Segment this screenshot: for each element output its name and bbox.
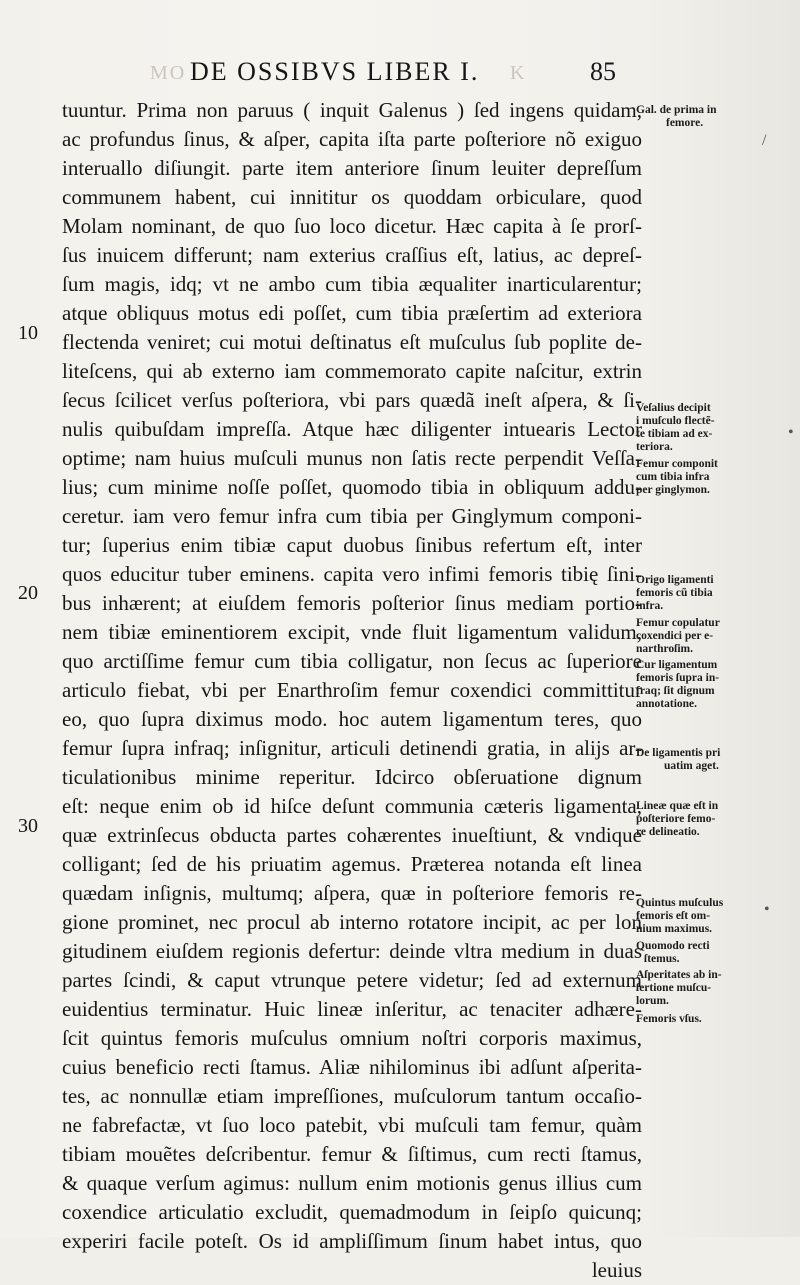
margin-note-line: per ginglymon. bbox=[636, 484, 710, 496]
margin-note-linea bbox=[636, 800, 766, 839]
margin-note-line: uatim aget. bbox=[664, 760, 719, 772]
margin-note-line: Quintus muſculus bbox=[636, 897, 724, 909]
text-line: ſum magis, idq; vt ne ambo cum tibia æqualiter inarticularentur; bbox=[62, 272, 642, 296]
text-line: tes, ac nonnullæ etiam impreſſiones, muſculorum tantum occaſio- bbox=[62, 1084, 642, 1108]
text-line: tibiam mouẽtes deſcribentur. femur & ſiſtimus, cum recti ſtamus, bbox=[62, 1142, 642, 1166]
margin-note-line: Gal. de prima in bbox=[636, 104, 717, 116]
line-number-20: 20 bbox=[18, 582, 38, 604]
margin-note-line: Aſperitates ab in- bbox=[636, 969, 722, 981]
margin-note-line: Veſalius decipit bbox=[636, 402, 711, 414]
text-line: Molam nominant, de quo ſuo loco dicetur. Hæc capita à ſe prorſ- bbox=[62, 214, 642, 238]
running-title: DE OSSIBVS LIBER I. bbox=[190, 57, 480, 86]
margin-note-line: Cur ligamentum bbox=[636, 659, 718, 671]
text-line: coxendice articulatio excludit, quemadmodum in ſeipſo quicunq; bbox=[62, 1200, 642, 1224]
text-line: interuallo diſiungit. parte item anteriore ſinum leuiter depreſſum bbox=[62, 156, 642, 180]
text-line: gitudinem eiuſdem regionis defertur: deinde vltra medium in duas bbox=[62, 939, 642, 963]
margin-note-line: Femur copulatur bbox=[636, 617, 720, 629]
text-line: ſecus ſcilicet verſus poſteriora, vbi pars quædã ineſt aſpera, & ſi- bbox=[62, 388, 642, 412]
text-line: ticulationibus minime reperitur. Idcirco obſeruatione dignum bbox=[62, 765, 642, 789]
text-line: flectenda veniret; cui motui deſtinatus eſt muſculus ſub poplite de- bbox=[62, 330, 642, 354]
text-line: liteſcens, qui ab externo iam commemorato capite naſcitur, extrin bbox=[62, 359, 642, 383]
margin-note-line: nium maximus. bbox=[636, 923, 713, 935]
margin-note-line: re delineatio. bbox=[636, 826, 700, 838]
text-line: nem tibiæ eminentiorem excipit, vnde fluit ligamentum validum, bbox=[62, 620, 642, 644]
text-line: femur ſupra infraq; inſignitur, articuli detinendi gratia, in alijs ar- bbox=[62, 736, 642, 760]
page-number: 85 bbox=[590, 57, 616, 86]
text-line: communem habent, cui innititur os quoddam orbiculare, quod bbox=[62, 185, 642, 209]
main-text-block bbox=[62, 96, 642, 1285]
margin-note-ligament-origin bbox=[636, 574, 766, 613]
catchword: leuius bbox=[591, 1258, 642, 1282]
text-line: experiri facile poteſt. Os id ampliſſimum ſinum habet intus, quo bbox=[62, 1229, 642, 1253]
margin-note-line: poſteriore femo- bbox=[636, 813, 716, 825]
text-line: ac profundus ſinus, & aſper, capita iſta parte poſteriore nõ exiguo bbox=[62, 127, 642, 151]
margin-note-line: Femur componit bbox=[636, 458, 718, 470]
margin-note-line: i muſculo flectẽ- bbox=[636, 415, 715, 427]
margin-note-line: femoris ſupra in- bbox=[636, 672, 720, 684]
margin-note-line: teriora. bbox=[636, 441, 673, 453]
margin-note-galen bbox=[636, 104, 766, 130]
line-number-10: 10 bbox=[18, 322, 38, 344]
text-line: partes ſcindi, & caput vtrunque petere videtur; ſed ad externum bbox=[62, 968, 642, 992]
text-line: eſt: neque enim ob id hiſce deſunt communia cæteris ligamenta, bbox=[62, 794, 642, 818]
bleed-through-right: K bbox=[510, 62, 527, 84]
margin-note-enarthrosis bbox=[636, 617, 766, 656]
margin-note-line: cum tibia infra bbox=[636, 471, 710, 483]
margin-note-line: annotatione. bbox=[636, 698, 698, 710]
text-line: atque obliquus motus edi poſſet, cum tibia præſertim ad exteriora bbox=[62, 301, 642, 325]
margin-note-line: te tibiam ad ex- bbox=[636, 428, 713, 440]
text-line: lius; cum minime noſſe poſſet, quomodo tibia in obliquum addu- bbox=[62, 475, 642, 499]
text-line: quædam inſignis, multumq; aſpera, quæ in poſteriore femoris re- bbox=[62, 881, 642, 905]
margin-note-line: Origo ligamenti bbox=[636, 574, 714, 586]
margin-note-ginglymus bbox=[636, 458, 766, 497]
text-line: bus inhærent; at eiuſdem femoris poſterior ſinus mediam portio- bbox=[62, 591, 642, 615]
margin-note-vesalius bbox=[636, 402, 766, 454]
text-line: eo, quo ſupra diximus modo. hoc autem ligamentum teres, quo bbox=[62, 707, 642, 731]
text-line: tuuntur. Prima non paruus ( inquit Galenus ) ſed ingens quidam, bbox=[62, 98, 642, 122]
margin-note-line: femoris cũ tibia bbox=[636, 587, 713, 599]
text-line: quos educitur tuber eminens. capita vero infimi femoris tibię ſini- bbox=[62, 562, 642, 586]
text-line: optime; nam huius muſculi munus non ſatis recte perpendit Veſſa- bbox=[62, 446, 642, 470]
margin-note-ligaments bbox=[636, 747, 766, 773]
text-line: ne fabrefactæ, vt ſuo loco patebit, vbi muſculi tam femur, quàm bbox=[62, 1113, 642, 1137]
margin-note-line: femore. bbox=[666, 117, 704, 129]
text-line: euidentius terminatur. Huic lineæ inſeritur, ac tenaciter adhære- bbox=[62, 997, 642, 1021]
margin-note-line: Femoris vſus. bbox=[636, 1013, 702, 1025]
margin-note-line: De ligamentis pri bbox=[636, 747, 721, 759]
stray-mark: / bbox=[762, 132, 767, 149]
text-line: ſus inuicem differunt; nam exterius craſſius eſt, latius, ac depreſ- bbox=[62, 243, 642, 267]
margin-note-line: coxendici per e- bbox=[636, 630, 714, 642]
margin-note-line: ſertione muſcu- bbox=[636, 982, 712, 994]
margin-note-line: infra. bbox=[636, 600, 664, 612]
text-line: tur; ſuperius enim tibiæ caput duobus ſinibus refertum eſt, inter bbox=[62, 533, 642, 557]
stray-mark: • bbox=[764, 901, 770, 918]
margin-note-asperitates bbox=[636, 969, 766, 1008]
margin-note-line: Quomodo recti bbox=[636, 940, 710, 952]
text-line: & quaque verſum agimus: nullum enim motionis genus illius cum bbox=[62, 1171, 642, 1195]
text-line: articulo fiebat, vbi per Enarthroſim femur coxendici committitur bbox=[62, 678, 642, 702]
margin-note-line: fraq; ſit dignum bbox=[636, 685, 715, 697]
margin-note-line: Lineæ quæ eſt in bbox=[636, 800, 719, 812]
margin-note-line: lorum. bbox=[636, 995, 669, 1007]
margin-note-femoris-usus bbox=[636, 1013, 766, 1026]
text-line: colligant; ſed de his priuatim agemus. Præterea notanda eſt linea bbox=[62, 852, 642, 876]
text-line: quo arctiſſime femur cum tibia colligatur, non ſecus ac ſuperiore bbox=[62, 649, 642, 673]
text-line: nulis quibuſdam impreſſa. Atque hæc diligenter intuearis Lector bbox=[62, 417, 642, 441]
line-number-30: 30 bbox=[18, 815, 38, 837]
text-line: gione prominet, nec procul ab interno rotatore incipit, ac per lon bbox=[62, 910, 642, 934]
stray-mark: • bbox=[788, 424, 794, 441]
text-line: ſcit quintus femoris muſculus omnium noſtri corporis maximus, bbox=[62, 1026, 642, 1050]
margin-note-quintus-musculus bbox=[636, 897, 766, 936]
bleed-through-left: MO bbox=[150, 62, 187, 84]
text-line: quæ extrinſecus obducta partes cohærentes inueſtiunt, & vndique bbox=[62, 823, 642, 847]
margin-note-line: femoris eſt om- bbox=[636, 910, 711, 922]
margin-note-line: narthroſim. bbox=[636, 643, 693, 655]
text-line: ceretur. iam vero femur infra cum tibia per Ginglymum componi- bbox=[62, 504, 642, 528]
text-line: cuius beneficio recti ſtamus. Aliæ nihilominus ibi adſunt aſperita- bbox=[62, 1055, 642, 1079]
margin-note-line: ſtemus. bbox=[644, 953, 680, 965]
margin-note-quomodo-stemus bbox=[636, 940, 766, 966]
margin-note-ligament-teres bbox=[636, 659, 766, 711]
